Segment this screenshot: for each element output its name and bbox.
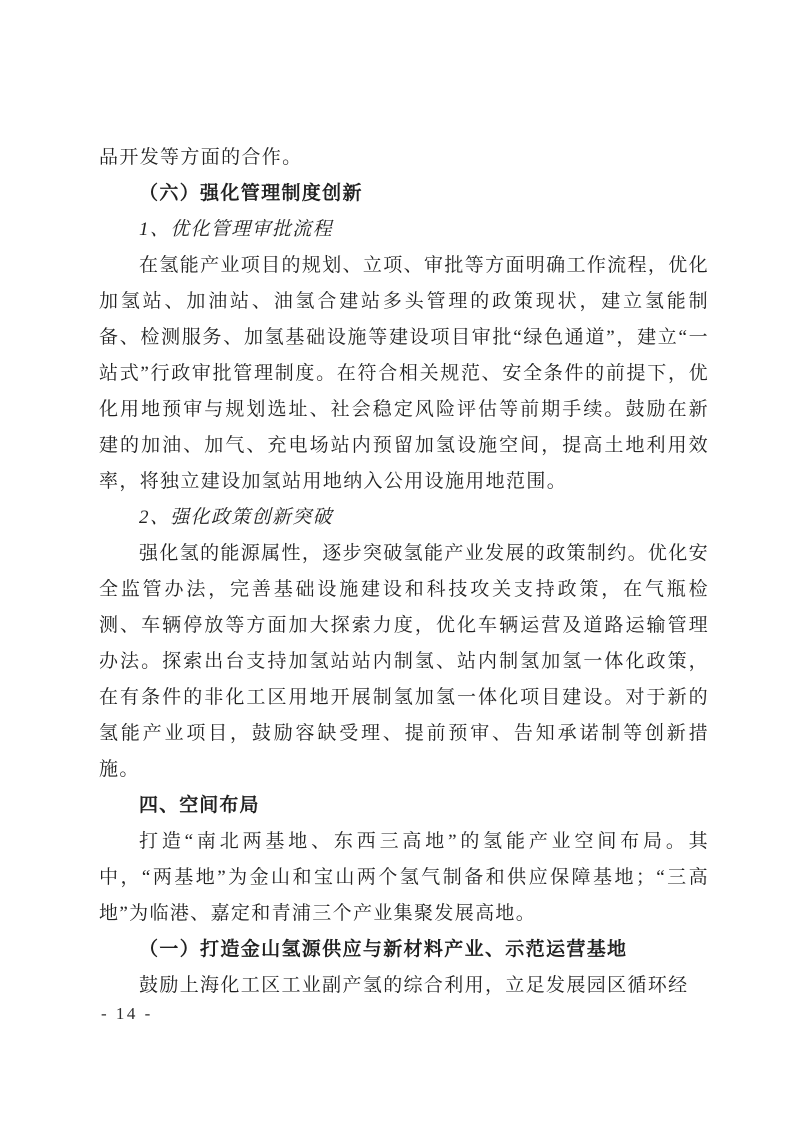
- subsection-1-heading: 1、优化管理审批流程: [139, 219, 334, 240]
- paragraph-spatial-layout: 打造“南北两基地、东西三高地”的氢能产业空间布局。其中，“两基地”为金山和宝山两个氢气制备和供应保障基地；“三高地”为临港、嘉定和青浦三个产业集聚发展高地。: [99, 831, 709, 924]
- document-body: [99, 140, 709, 1004]
- chapter-4-heading: 四、空间布局: [139, 795, 260, 816]
- section-6-heading: （六）强化管理制度创新: [139, 183, 363, 204]
- subsection-2-heading: 2、强化政策创新突破: [139, 507, 334, 528]
- paragraph-approval-process: 在氢能产业项目的规划、立项、审批等方面明确工作流程，优化加氢站、加油站、油氢合建站多头管理的政策现状，建立氢能制备、检测服务、加氢基础设施等建设项目审批“绿色通道”，建立“一站式”行政审批管理制度。在符合相关规范、安全条件的前提下，优化用地预审与规划选址、社会稳定风险评估等前期手续。鼓励在新建的加油、加气、充电场站内预留加氢设施空间，提高土地利用效率，将独立建设加氢站用地纳入公用设施用地范围。: [99, 255, 709, 492]
- paragraph-cooperation-continuation: 品开发等方面的合作。: [99, 147, 303, 168]
- page-number: - 14 -: [101, 1004, 153, 1023]
- paragraph-jinshan-base: 鼓励上海化工区工业副产氢的综合利用，立足发展园区循环经: [139, 975, 689, 996]
- section-1-heading: （一）打造金山氢源供应与新材料产业、示范运营基地: [139, 939, 628, 960]
- paragraph-policy-breakthrough: 强化氢的能源属性，逐步突破氢能产业发展的政策制约。优化安全监管办法，完善基础设施建设和科技攻关支持政策，在气瓶检测、车辆停放等方面加大探索力度，优化车辆运营及道路运输管理办法。探索出台支持加氢站站内制氢、站内制氢加氢一体化政策，在有条件的非化工区用地开展制氢加氢一体化项目建设。对于新的氢能产业项目，鼓励容缺受理、提前预审、告知承诺制等创新措施。: [99, 543, 709, 780]
